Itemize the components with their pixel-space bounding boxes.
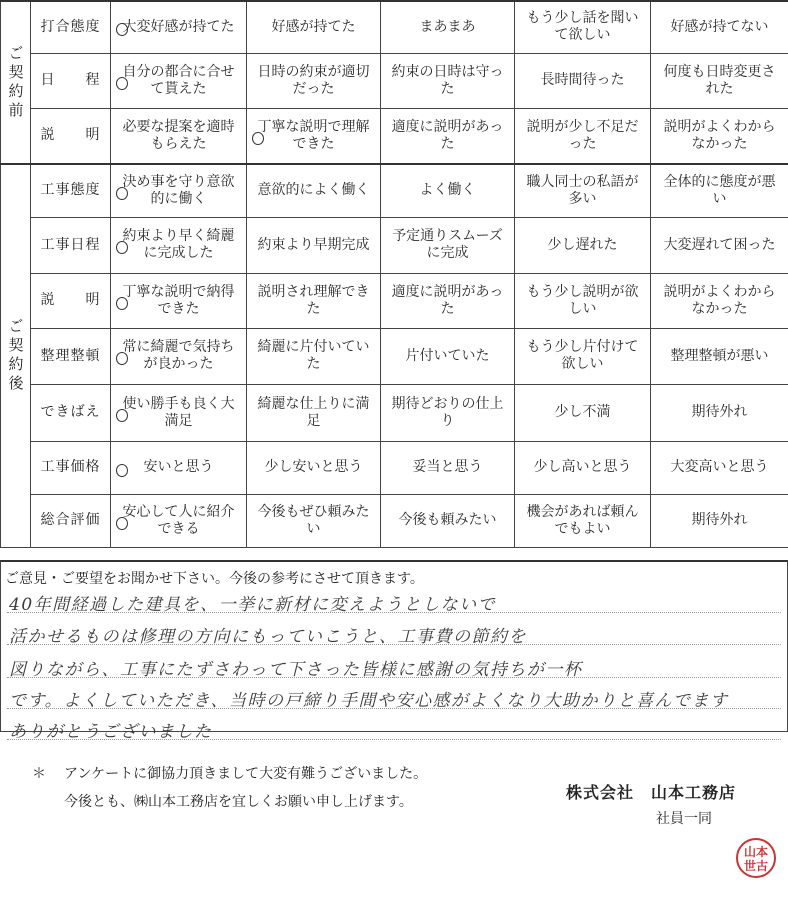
rating-option-label: 少し不満 xyxy=(554,404,611,420)
rating-option-label: 丁寧な説明で納得できた xyxy=(122,283,235,317)
row-label: 説 明 xyxy=(31,273,111,328)
rating-option-label: 妥当と思う xyxy=(412,459,483,475)
rating-option[interactable] xyxy=(651,1,788,53)
rating-option-label: 決め事を守り意欲的に働く xyxy=(122,173,235,207)
rating-option-label: 適度に説明があった xyxy=(391,283,504,317)
selected-circle-mark xyxy=(116,241,128,254)
rating-option-label: 期待外れ xyxy=(691,512,748,528)
rating-option[interactable] xyxy=(247,1,381,53)
survey-row xyxy=(1,217,788,273)
rating-option-label: 意欲的によく働く xyxy=(257,182,370,199)
selected-circle-mark xyxy=(116,464,128,477)
rating-option[interactable] xyxy=(381,217,515,273)
rating-option[interactable] xyxy=(247,108,381,164)
rating-option-label: 大変遅れて困った xyxy=(663,236,776,253)
handwritten-comment-line: 図りながら、工事にたずさわって下さった皆様に感謝の気持ちが一杯 xyxy=(9,660,583,680)
rating-option[interactable] xyxy=(381,384,515,441)
rating-option-label: 約束の日時は守った xyxy=(391,63,504,97)
handwritten-comment-line: ありがとうございました xyxy=(9,722,213,742)
survey-row xyxy=(1,108,788,164)
survey-row xyxy=(1,384,788,441)
thanks-line-1: アンケートに御協力頂きまして大変有難うございました。 xyxy=(64,766,428,782)
survey-row xyxy=(1,53,788,108)
selected-circle-mark xyxy=(116,517,128,530)
rating-option-label: 期待どおりの仕上り xyxy=(391,395,504,429)
seal-stamp xyxy=(736,838,776,878)
rating-option[interactable] xyxy=(381,108,515,164)
rating-option[interactable] xyxy=(381,53,515,108)
section-label-text: ご契約後 xyxy=(6,317,25,394)
rating-option[interactable] xyxy=(515,1,651,53)
rating-option-label: 日時の約束が適切だった xyxy=(257,63,370,97)
row-label: できばえ xyxy=(31,384,111,441)
rating-option-label: 少し遅れた xyxy=(547,236,618,253)
section-label-text: ご契約前 xyxy=(6,44,25,121)
rating-option[interactable] xyxy=(651,217,788,273)
rating-option[interactable] xyxy=(247,441,381,494)
rating-option-label: 綺麗な仕上りに満足 xyxy=(257,395,370,429)
rating-option[interactable] xyxy=(111,53,247,108)
rating-option-label: 少し安いと思う xyxy=(264,459,363,475)
rating-option[interactable] xyxy=(515,164,651,217)
rating-option[interactable] xyxy=(111,273,247,328)
rating-option-label: 職人同士の私語が多い xyxy=(526,173,639,207)
row-label: 説 明 xyxy=(31,108,111,164)
rating-option-label: 丁寧な説明で理解できた xyxy=(257,118,370,152)
survey-row xyxy=(1,164,788,217)
rating-option[interactable] xyxy=(515,53,651,108)
survey-row xyxy=(1,494,788,547)
rating-option[interactable] xyxy=(651,273,788,328)
rating-option[interactable] xyxy=(651,494,788,547)
rating-option[interactable] xyxy=(111,494,247,547)
rating-option-label: もう少し説明が欲しい xyxy=(526,283,639,317)
company-name: 株式会社 山本工務店 xyxy=(566,783,737,802)
rating-option-label: 説明がよくわからなかった xyxy=(663,283,776,317)
thanks-note xyxy=(32,760,427,816)
rating-option[interactable] xyxy=(651,384,788,441)
rating-option-label: 大変好感が持てた xyxy=(122,18,235,35)
row-label: 工事価格 xyxy=(31,441,111,494)
rating-option-label: まあまあ xyxy=(419,18,476,35)
asterisk-mark: ＊ xyxy=(32,766,46,782)
selected-circle-mark xyxy=(116,297,128,310)
selected-circle-mark xyxy=(116,409,128,422)
rating-option[interactable] xyxy=(651,164,788,217)
rating-option-label: 全体的に態度が悪い xyxy=(663,173,776,207)
rating-option[interactable] xyxy=(111,217,247,273)
survey-row xyxy=(1,328,788,384)
rating-option[interactable] xyxy=(247,328,381,384)
rating-option-label: 約束より早く綺麗に完成した xyxy=(122,228,235,261)
rating-option[interactable] xyxy=(651,441,788,494)
row-label: 整理整頓 xyxy=(31,328,111,384)
rating-option-label: 使い勝手も良く大満足 xyxy=(122,395,235,429)
rating-option[interactable] xyxy=(111,384,247,441)
rating-option[interactable] xyxy=(515,441,651,494)
rating-option-label: 説明され理解できた xyxy=(257,283,370,317)
survey-row xyxy=(1,441,788,494)
rating-option-label: 予定通りスムーズに完成 xyxy=(392,228,503,261)
section-label-after xyxy=(1,164,31,547)
rating-option[interactable] xyxy=(247,164,381,217)
selected-circle-mark xyxy=(252,132,264,145)
selected-circle-mark xyxy=(116,187,128,200)
row-label: 総合評価 xyxy=(31,494,111,547)
rating-option-label: 今後も頼みたい xyxy=(398,512,497,528)
rating-option[interactable] xyxy=(247,494,381,547)
rating-option[interactable] xyxy=(247,217,381,273)
seal-text: 山本 世古 xyxy=(743,845,768,873)
section-label-before xyxy=(1,1,31,164)
rating-option-label: もう少し片付けて欲しい xyxy=(526,339,639,372)
handwritten-comment-line: 活かせるものは修理の方向にもっていこうと、工事費の節約を xyxy=(9,627,527,647)
rating-option-label: 今後もぜひ頼みたい xyxy=(257,503,370,537)
comment-prompt: ご意見・ご要望をお聞かせ下さい。今後の参考にさせて頂きます。 xyxy=(5,571,424,587)
handwritten-comment-line: です。よくしていただき、当時の戸締り手間や安心感がよくなり大助かりと喜んでます xyxy=(9,691,729,711)
rating-option-label: 安心して人に紹介できる xyxy=(122,503,235,537)
rating-option[interactable] xyxy=(111,328,247,384)
rating-option[interactable] xyxy=(247,53,381,108)
rating-option[interactable] xyxy=(515,217,651,273)
rating-option-label: 期待外れ xyxy=(691,404,748,420)
rating-option-label: 整理整頓が悪い xyxy=(670,347,769,364)
rating-option-label: 何度も日時変更された xyxy=(663,63,776,97)
rating-option[interactable] xyxy=(111,1,247,53)
rating-option-label: 安いと思う xyxy=(143,459,214,475)
rating-option-label: 適度に説明があった xyxy=(391,118,504,152)
rating-option-label: 説明が少し不足だった xyxy=(526,118,639,152)
row-label: 打合態度 xyxy=(31,1,111,53)
rating-option[interactable] xyxy=(651,328,788,384)
rating-option-label: 必要な提案を適時もらえた xyxy=(122,118,235,152)
rating-option-label: よく働く xyxy=(419,182,476,199)
survey-row xyxy=(1,273,788,328)
rating-option[interactable] xyxy=(381,164,515,217)
staff-signature: 社員一同 xyxy=(656,811,712,827)
rating-option[interactable] xyxy=(247,384,381,441)
rating-option-label: 好感が持てた xyxy=(271,18,356,35)
row-label: 日 程 xyxy=(31,53,111,108)
rating-option[interactable] xyxy=(515,494,651,547)
rating-option-label: 片付いていた xyxy=(405,347,490,364)
rating-option-label: 大変高いと思う xyxy=(670,459,769,475)
rating-option[interactable] xyxy=(515,108,651,164)
rating-option[interactable] xyxy=(381,1,515,53)
rating-option[interactable] xyxy=(651,108,788,164)
handwritten-comment-line: 40年間経過した建具を、一挙に新材に変えようとしないで xyxy=(9,595,497,615)
comment-box[interactable] xyxy=(0,560,788,742)
rating-option[interactable] xyxy=(651,53,788,108)
rating-option[interactable] xyxy=(381,328,515,384)
rating-option-label: 自分の都合に合せて貰えた xyxy=(122,63,235,97)
rating-option-label: 好感が持てない xyxy=(670,18,769,35)
rating-option-label: 約束より早期完成 xyxy=(257,236,370,253)
rating-option-label: 機会があれば頼んでもよい xyxy=(526,503,639,537)
rating-option-label: 説明がよくわからなかった xyxy=(663,118,776,152)
rating-option[interactable] xyxy=(111,441,247,494)
rating-option[interactable] xyxy=(515,328,651,384)
rating-option[interactable] xyxy=(381,494,515,547)
selected-circle-mark xyxy=(116,77,128,90)
rating-option[interactable] xyxy=(515,273,651,328)
rating-option[interactable] xyxy=(111,164,247,217)
survey-row xyxy=(1,1,788,53)
row-label: 工事態度 xyxy=(31,164,111,217)
rating-option-label: もう少し話を聞いて欲しい xyxy=(526,10,639,44)
rating-option[interactable] xyxy=(381,441,515,494)
selected-circle-mark xyxy=(116,352,128,365)
thanks-line-2: 今後とも、㈱山本工務店を宜しくお願い申し上げます。 xyxy=(64,794,413,810)
rating-option-label: 常に綺麗で気持ちが良かった xyxy=(122,339,235,372)
rating-option[interactable] xyxy=(247,273,381,328)
rating-option-label: 少し高いと思う xyxy=(533,459,632,475)
rating-option[interactable] xyxy=(381,273,515,328)
rating-option[interactable] xyxy=(111,108,247,164)
rating-option-label: 綺麗に片付いていた xyxy=(257,339,370,372)
rating-option[interactable] xyxy=(515,384,651,441)
row-label: 工事日程 xyxy=(31,217,111,273)
rating-option-label: 長時間待った xyxy=(540,72,625,88)
